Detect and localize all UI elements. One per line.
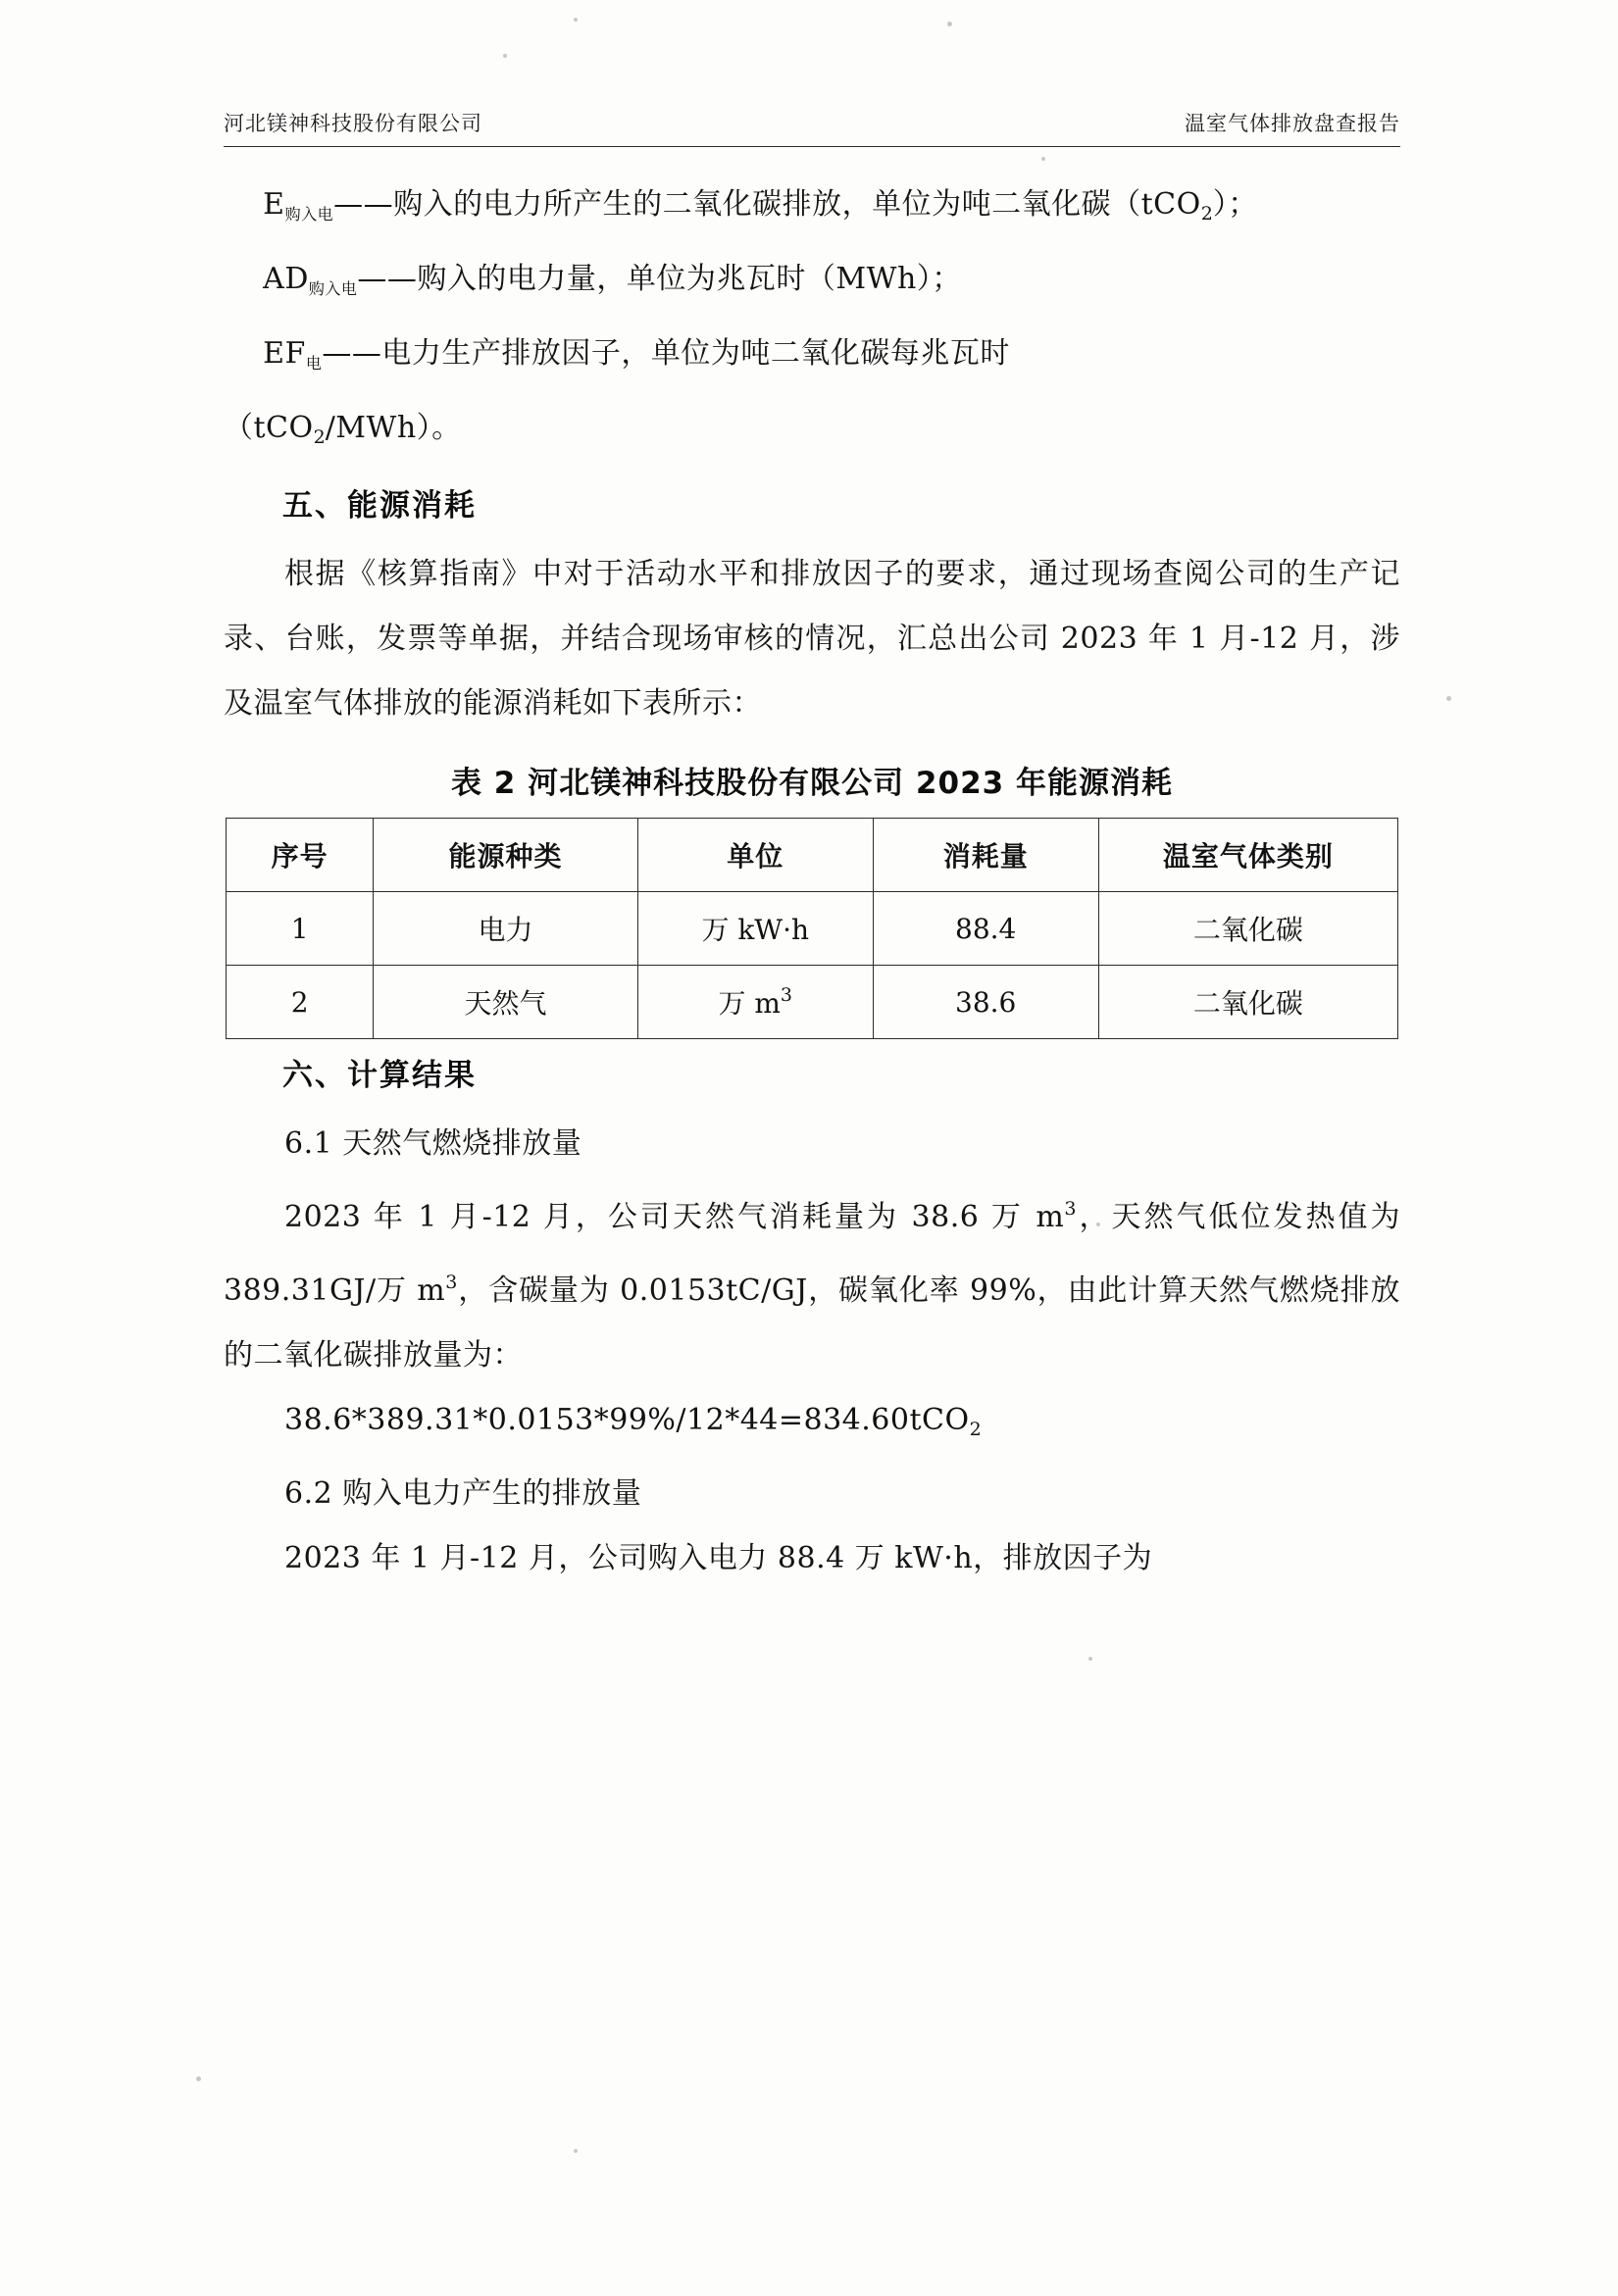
cell-amount: 88.4	[873, 892, 1098, 966]
symbol-ad: AD	[263, 262, 309, 296]
definition-e-purchased-electricity	[224, 173, 1400, 247]
section6-2-paragraph: 2023 年 1 月-12 月，公司购入电力 88.4 万 kW·h，排放因子为	[284, 1541, 1153, 1575]
cell-energy-type: 天然气	[374, 966, 638, 1039]
symbol-e-subscript: 购入电	[284, 205, 334, 224]
symbol-ef-subscript: 电	[305, 354, 323, 373]
cell-unit-sup: 3	[780, 984, 792, 1006]
page-header	[224, 108, 1400, 147]
definition-ef-electricity	[224, 322, 1400, 470]
column-header-ghg-type: 温室气体类别	[1098, 819, 1397, 892]
section6-1-paragraph	[224, 1176, 1400, 1388]
symbol-e: E	[263, 187, 285, 222]
column-header-unit: 单位	[637, 819, 873, 892]
scan-speck	[1446, 696, 1451, 701]
definition-e-text: ——购入的电力所产生的二氧化碳排放，单位为吨二氧化碳（tCO	[333, 187, 1201, 222]
para-part-2: ，天然气低位发热值为 389.31GJ/万 m	[224, 1200, 1401, 1308]
section-title-5: 五、能源消耗	[282, 488, 477, 524]
definition-ef-text: ——电力生产排放因子，单位为吨二氧化碳每兆瓦时	[322, 336, 1010, 371]
cell-unit	[637, 892, 873, 966]
cell-amount: 38.6	[873, 966, 1098, 1039]
scan-speck	[1088, 1657, 1092, 1661]
para-part-1: 2023 年 1 月-12 月，公司天然气消耗量为 38.6 万 m	[284, 1200, 1065, 1234]
cell-ghg-type: 二氧化碳	[1098, 966, 1397, 1039]
formula-text: 38.6*389.31*0.0153*99%/12*44=834.60tCO	[284, 1403, 970, 1437]
column-header-no: 序号	[227, 819, 374, 892]
para-sup-2: 3	[445, 1272, 458, 1293]
definition-e-tail: ）；	[1212, 187, 1258, 222]
cell-unit-text: 万 kW·h	[701, 914, 810, 946]
definition-ef-tail2: /MWh）。	[325, 411, 462, 445]
definition-ef-sub: 2	[313, 426, 326, 448]
table-row	[227, 892, 1398, 966]
scan-speck	[947, 22, 952, 26]
table-row	[227, 966, 1398, 1039]
cell-energy-type: 电力	[374, 892, 638, 966]
para-sup-1: 3	[1064, 1198, 1077, 1220]
section6-1-heading: 6.1 天然气燃烧排放量	[284, 1126, 582, 1161]
scan-speck	[574, 2149, 578, 2153]
section5-paragraph: 根据《核算指南》中对于活动水平和排放因子的要求，通过现场查阅公司的生产记录、台账，发票等单据，并结合现场审核的情况，汇总出公司 2023 年 1 月-12 月，涉及温室气体排放的能源消耗如下表所示：	[224, 557, 1400, 721]
symbol-ef: EF	[263, 336, 306, 371]
table2-title: 表 2 河北镁神科技股份有限公司 2023 年能源消耗	[450, 766, 1174, 801]
symbol-ad-subscript: 购入电	[308, 279, 358, 298]
header-company: 河北镁神科技股份有限公司	[224, 112, 482, 135]
definition-ad-purchased-electricity	[224, 247, 1400, 322]
cell-no: 2	[227, 966, 374, 1039]
scan-speck	[503, 54, 507, 58]
scan-speck	[196, 2076, 201, 2081]
header-doc-title: 温室气体排放盘查报告	[1185, 112, 1400, 135]
energy-consumption-table	[226, 818, 1398, 1039]
table-header-row	[227, 819, 1398, 892]
scan-speck	[574, 18, 578, 22]
column-header-energy-type: 能源种类	[374, 819, 638, 892]
cell-unit	[637, 966, 873, 1039]
formula-natural-gas-emission	[224, 1388, 1400, 1462]
section6-2-heading: 6.2 购入电力产生的排放量	[284, 1476, 642, 1511]
section-title-6: 六、计算结果	[282, 1058, 477, 1093]
cell-unit-text: 万 m	[718, 987, 781, 1020]
definition-ad-text: ——购入的电力量，单位为兆瓦时（MWh）；	[357, 262, 962, 296]
cell-no: 1	[227, 892, 374, 966]
definition-ef-tail: （tCO	[224, 411, 314, 445]
cell-ghg-type: 二氧化碳	[1098, 892, 1397, 966]
column-header-amount: 消耗量	[873, 819, 1098, 892]
definition-e-sub: 2	[1200, 203, 1213, 225]
formula-sub: 2	[969, 1419, 982, 1440]
document-content	[224, 108, 1400, 1591]
para-part-3: ，含碳量为 0.0153tC/GJ，碳氧化率 99%，由此计算天然气燃烧排放的二氧化碳排放量为：	[224, 1273, 1400, 1373]
